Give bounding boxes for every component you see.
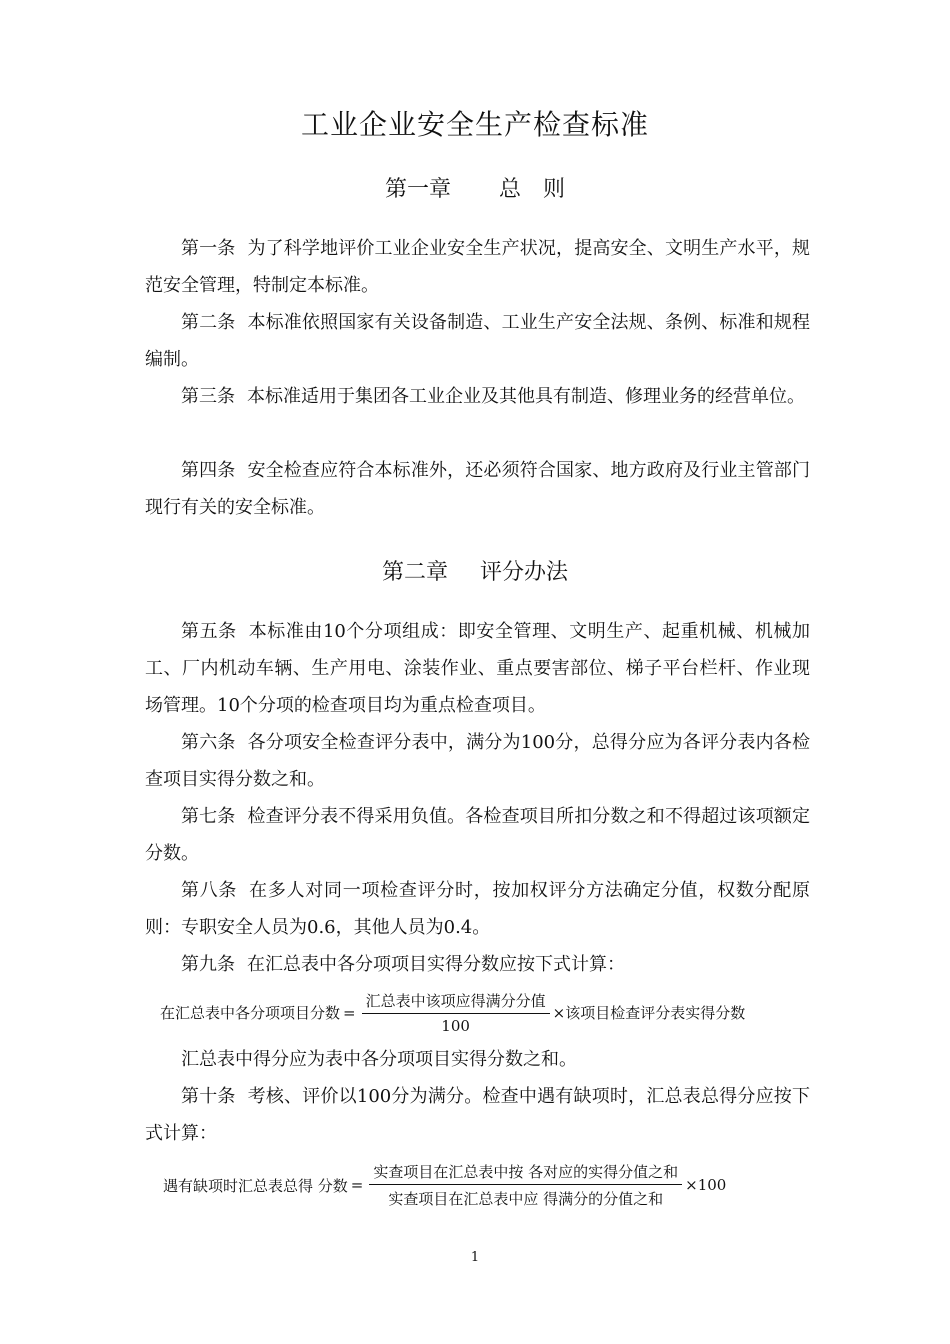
- article-9: [145, 946, 810, 983]
- article-label: 第七条: [181, 806, 236, 827]
- article-7: [145, 798, 810, 872]
- article-text: 为了科学地评价工业企业安全生产状况，提高安全、文明生产水平，规范安全管理，特制定本标准。: [145, 238, 811, 296]
- article-label: 第三条: [181, 386, 235, 407]
- equals-sign: =: [343, 1003, 356, 1022]
- document-title: 工业企业安全生产检查标准: [300, 108, 649, 141]
- article-5: [145, 613, 810, 724]
- article-3: [145, 378, 810, 415]
- formula-lhs: 遇有缺项时汇总表总得 分数: [163, 1176, 348, 1195]
- article-6: [145, 724, 810, 798]
- article-label: 第十条: [181, 1086, 236, 1107]
- fraction: [362, 990, 550, 1035]
- chapter-number: 第一章: [384, 177, 451, 202]
- article-text: 在汇总表中各分项项目实得分数应按下式计算：: [247, 954, 625, 975]
- article-text: 本标准依照国家有关设备制造、工业生产安全法规、条例、标准和规程编制。: [145, 312, 811, 370]
- fraction: [369, 1161, 682, 1209]
- article-4: [145, 452, 810, 526]
- formula-lhs: 在汇总表中各分项项目分数: [160, 1004, 341, 1022]
- chapter-number: 第二章: [381, 560, 448, 585]
- formula-rhs: 100: [697, 1176, 727, 1194]
- fraction-denominator: 实查项目在汇总表中应 得满分的分值之和: [388, 1190, 664, 1208]
- article-2: [145, 304, 810, 378]
- article-text: 汇总表中得分应为表中各分项项目实得分数之和。: [181, 1049, 577, 1070]
- article-text: 检查评分表不得采用负值。各检查项目所扣分数之和不得超过该项额定分数。: [145, 806, 811, 864]
- article-label: 第一条: [181, 238, 236, 259]
- fraction-numerator: 实查项目在汇总表中按 各对应的实得分值之和: [369, 1161, 682, 1185]
- chapter-heading-1: [0, 172, 950, 203]
- article-label: 第九条: [181, 954, 235, 975]
- chapter-title: 评分办法: [480, 560, 569, 585]
- times-sign: ×: [685, 1176, 698, 1194]
- formula-subitem-score: [160, 990, 745, 1035]
- article-text: 考核、评价以100分为满分。检查中遇有缺项时，汇总表总得分应按下式计算：: [145, 1086, 810, 1144]
- article-text: 各分项安全检查评分表中，满分为100分，总得分应为各评分表内各检查项目实得分数之和。: [145, 732, 810, 790]
- page-number: 1: [470, 1250, 480, 1265]
- fraction-numerator: 汇总表中该项应得满分分值: [362, 990, 550, 1014]
- article-text: 本标准适用于集团各工业企业及其他具有制造、修理业务的经营单位。: [247, 386, 805, 407]
- equals-sign: =: [350, 1176, 364, 1194]
- article-label: 第五条: [181, 621, 237, 642]
- article-1: [145, 230, 810, 304]
- summary-note: [145, 1041, 810, 1078]
- formula-missing-item-score: [163, 1161, 726, 1209]
- article-label: 第二条: [181, 312, 236, 333]
- fraction-denominator: 100: [441, 1017, 470, 1035]
- article-label: 第四条: [181, 460, 236, 481]
- chapter-heading-2: [0, 555, 950, 586]
- article-label: 第八条: [181, 880, 238, 901]
- times-sign: ×: [552, 1003, 566, 1022]
- chapter-title: 总 则: [499, 177, 566, 202]
- article-10: [145, 1078, 810, 1152]
- article-text: 在多人对同一项检查评分时，按加权评分方法确定分值，权数分配原则：专职安全人员为0.6，其他人员为0.4。: [145, 880, 810, 938]
- formula-rhs: 该项目检查评分表实得分数: [565, 1004, 746, 1022]
- article-text: 本标准由10个分项组成：即安全管理、文明生产、起重机械、机械加工、厂内机动车辆、生产用电、涂装作业、重点要害部位、梯子平台栏杆、作业现场管理。10个分项的检查项目均为重点检查项目。: [145, 621, 811, 716]
- article-label: 第六条: [181, 732, 236, 753]
- article-8: [145, 872, 810, 946]
- article-text: 安全检查应符合本标准外，还必须符合国家、地方政府及行业主管部门现行有关的安全标准。: [145, 460, 811, 518]
